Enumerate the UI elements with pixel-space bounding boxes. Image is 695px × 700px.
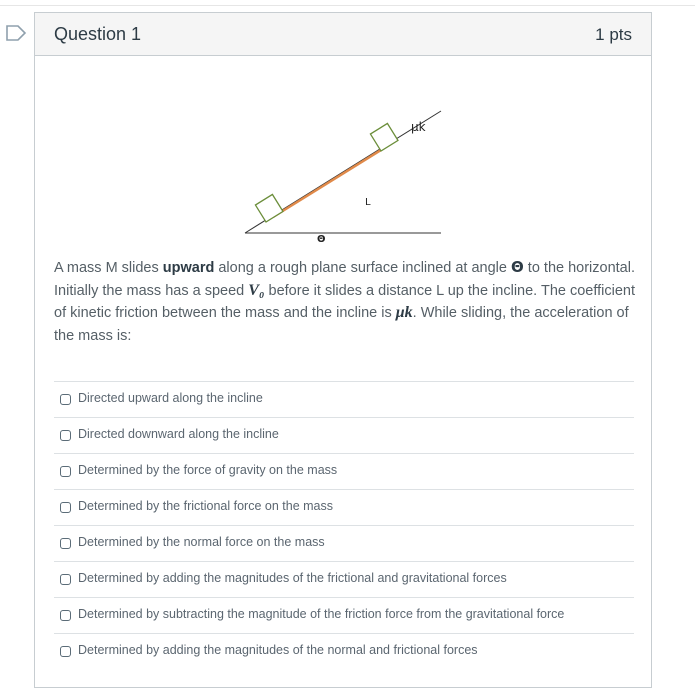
- angle-label: Θ: [317, 234, 326, 245]
- answer-option[interactable]: [54, 525, 634, 561]
- answer-label[interactable]: Directed upward along the incline: [78, 391, 263, 405]
- v0-symbol: V₀: [248, 281, 265, 299]
- answer-option[interactable]: [54, 561, 634, 597]
- answer-label[interactable]: Determined by adding the magnitudes of the frictional and gravitational forces: [78, 571, 507, 585]
- question-text: A mass M slides upward along a rough plane surface inclined at angle Θ to the horizontal. Initially the mass has a speed V₀ before it slides a distance L up the incline. The coefficient of kinetic friction between the mass and the incline is μk. While sliding, the acceleration of the mass is:: [54, 258, 636, 344]
- answer-label[interactable]: Determined by the force of gravity on the mass: [78, 463, 338, 477]
- radio-button[interactable]: [60, 430, 71, 441]
- block-end: [370, 123, 398, 151]
- question-card: [34, 12, 652, 688]
- radio-button[interactable]: [60, 610, 71, 621]
- answer-option[interactable]: [54, 453, 634, 489]
- radio-button[interactable]: [60, 466, 71, 477]
- answer-label[interactable]: Determined by adding the magnitudes of the normal and frictional forces: [78, 643, 478, 657]
- upward-emphasis: upward: [162, 260, 215, 276]
- radio-button[interactable]: [60, 502, 71, 513]
- answer-option[interactable]: [54, 633, 634, 669]
- answer-option[interactable]: [54, 597, 634, 633]
- question-points: 1 pts: [595, 25, 632, 44]
- answer-option[interactable]: [54, 381, 634, 417]
- radio-button[interactable]: [60, 394, 71, 405]
- answer-list: [54, 381, 634, 669]
- incline-diagram: [235, 99, 495, 249]
- answer-label[interactable]: Directed downward along the incline: [78, 427, 279, 441]
- answer-label[interactable]: Determined by subtracting the magnitude of the friction force from the gravitational force: [78, 607, 565, 621]
- radio-button[interactable]: [60, 574, 71, 585]
- block-start: [255, 194, 283, 222]
- radio-button[interactable]: [60, 646, 71, 657]
- answer-label[interactable]: Determined by the frictional force on the mass: [78, 499, 333, 513]
- length-label: L: [365, 197, 371, 208]
- question-title: Question 1: [54, 24, 142, 44]
- theta-symbol: Θ: [511, 258, 524, 276]
- flag-question-icon[interactable]: [5, 24, 27, 42]
- answer-label[interactable]: Determined by the normal force on the mass: [78, 535, 325, 549]
- mu-k-symbol: μk: [395, 304, 413, 321]
- radio-button[interactable]: [60, 538, 71, 549]
- top-divider: [0, 5, 695, 6]
- distance-segment: [273, 145, 389, 217]
- answer-option[interactable]: [54, 417, 634, 453]
- mu-k-label: μk: [411, 120, 426, 134]
- answer-option[interactable]: [54, 489, 634, 525]
- question-header: [35, 13, 651, 56]
